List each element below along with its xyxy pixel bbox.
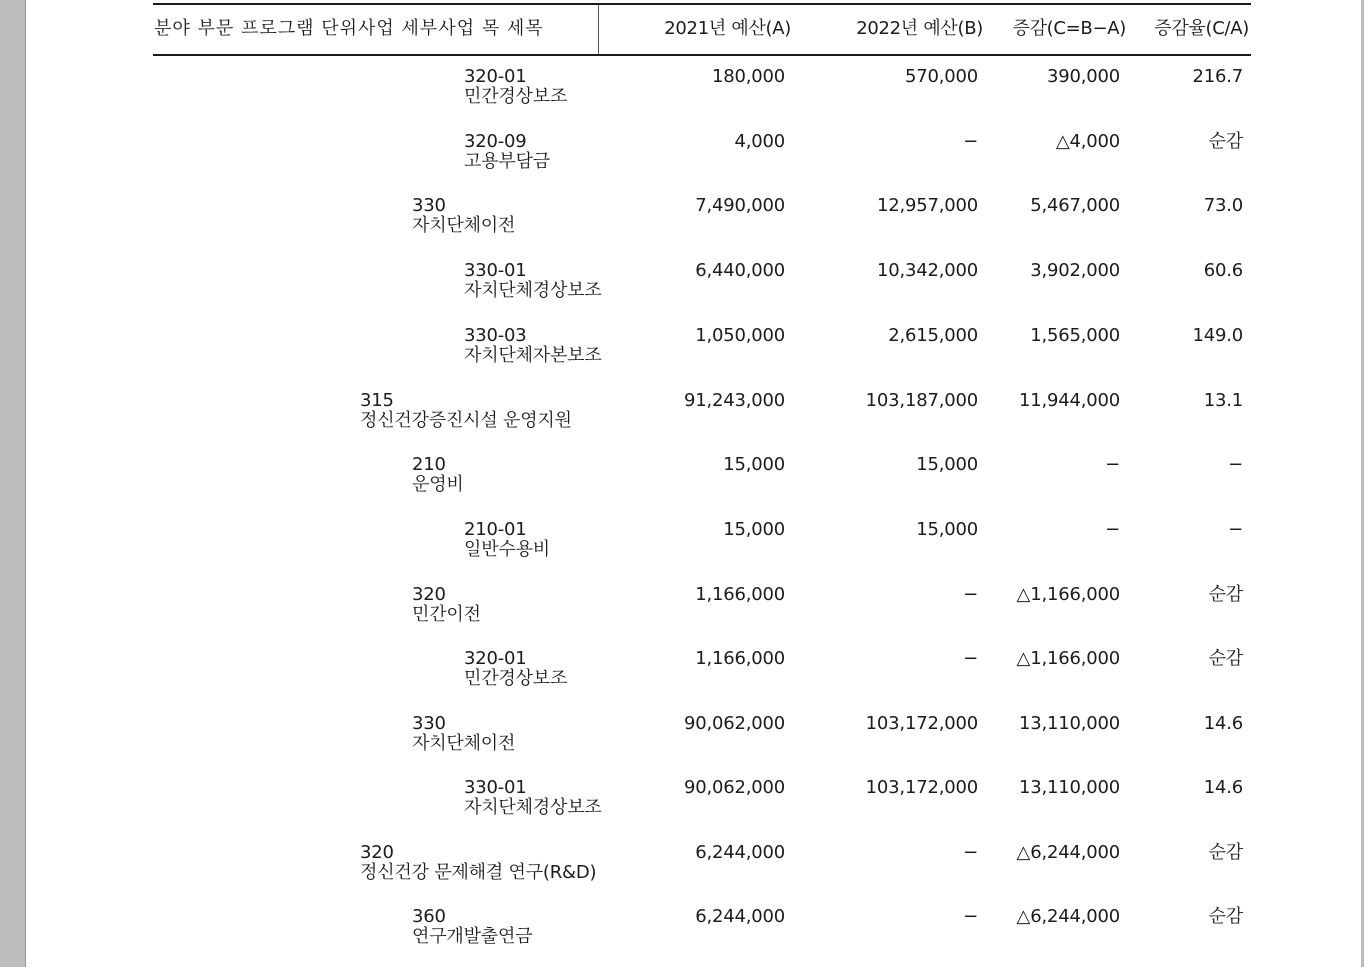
cell-change-rate: 60.6	[1203, 260, 1243, 281]
row-name: 연구개발출연금	[412, 926, 533, 947]
row-name: 고용부담금	[464, 151, 550, 172]
cell-change-rate: 순감	[1208, 842, 1243, 863]
cell-change: 11,944,000	[1018, 390, 1120, 411]
row-label	[412, 714, 515, 754]
cell-change: 3,902,000	[1030, 260, 1120, 281]
cell-budget-2022: −	[963, 131, 978, 152]
row-name: 민간경상보조	[464, 668, 568, 689]
table-row	[153, 455, 1251, 519]
row-name: 자치단체이전	[412, 733, 516, 754]
header-bottom-rule	[153, 54, 1251, 56]
cell-change-rate: −	[1228, 454, 1243, 475]
row-label	[412, 907, 532, 947]
cell-change: △1,166,000	[1016, 584, 1120, 605]
row-label	[412, 455, 464, 495]
cell-budget-2021: 1,166,000	[695, 584, 785, 605]
cell-change: 5,467,000	[1030, 195, 1120, 216]
row-name: 자치단체이전	[412, 215, 516, 236]
cell-change: 13,110,000	[1018, 713, 1120, 734]
cell-budget-2021: 91,243,000	[683, 390, 785, 411]
row-code: 320-01	[464, 648, 527, 669]
cell-budget-2022: 2,615,000	[888, 325, 978, 346]
table-row	[153, 714, 1251, 778]
cell-budget-2022: 12,957,000	[876, 195, 978, 216]
cell-budget-2022: 10,342,000	[876, 260, 978, 281]
cell-budget-2021: 1,050,000	[695, 325, 785, 346]
row-label	[464, 132, 550, 172]
header-budget-2022: 2022년 예산(B)	[856, 18, 983, 39]
row-name: 민간이전	[412, 604, 481, 625]
row-name: 정신건강증진시설 운영지원	[360, 410, 572, 431]
row-code: 330	[412, 713, 446, 734]
row-label	[360, 843, 596, 883]
row-code: 360	[412, 906, 446, 927]
table-row	[153, 907, 1251, 971]
cell-budget-2021: 4,000	[734, 131, 785, 152]
table-row	[153, 520, 1251, 584]
table-row	[153, 196, 1251, 260]
cell-budget-2022: −	[963, 584, 978, 605]
cell-change-rate: 13.1	[1203, 390, 1243, 411]
row-code: 330	[412, 195, 446, 216]
table-row	[153, 326, 1251, 390]
table-row	[153, 585, 1251, 649]
cell-budget-2021: 90,062,000	[683, 777, 785, 798]
row-code: 330-03	[464, 325, 527, 346]
cell-budget-2021: 180,000	[711, 66, 785, 87]
header-budget-2021: 2021년 예산(A)	[664, 18, 791, 39]
row-name: 운영비	[412, 474, 464, 495]
row-code: 320	[412, 584, 446, 605]
row-name: 정신건강 문제해결 연구(R&D)	[360, 862, 597, 883]
cell-change: 1,565,000	[1030, 325, 1120, 346]
cell-change: △4,000	[1055, 131, 1120, 152]
row-name: 자치단체자본보조	[464, 345, 602, 366]
row-code: 330-01	[464, 260, 527, 281]
cell-change-rate: 14.6	[1203, 777, 1243, 798]
cell-change-rate: 순감	[1208, 131, 1243, 152]
cell-budget-2022: −	[963, 842, 978, 863]
row-name: 자치단체경상보조	[464, 280, 602, 301]
row-label	[464, 326, 602, 366]
cell-change-rate: 순감	[1208, 648, 1243, 669]
header-change-rate: 증감율(C/A)	[1154, 18, 1249, 39]
row-label	[464, 67, 567, 107]
row-code: 320	[360, 842, 394, 863]
cell-budget-2022: −	[963, 906, 978, 927]
row-label	[464, 778, 602, 818]
header-structure: 분야 부문 프로그램 단위사업 세부사업 목 세목	[154, 18, 544, 39]
table-row	[153, 132, 1251, 196]
row-label	[412, 196, 515, 236]
table-row	[153, 649, 1251, 713]
row-label	[360, 391, 572, 431]
cell-change: △6,244,000	[1016, 842, 1120, 863]
cell-budget-2022: 103,172,000	[865, 713, 978, 734]
table-top-rule	[153, 3, 1251, 5]
row-name: 일반수용비	[464, 539, 550, 560]
cell-budget-2022: 570,000	[904, 66, 978, 87]
cell-budget-2021: 6,244,000	[695, 842, 785, 863]
cell-change-rate: 149.0	[1192, 325, 1243, 346]
row-code: 210	[412, 454, 446, 475]
cell-change: △6,244,000	[1016, 906, 1120, 927]
row-code: 320-09	[464, 131, 527, 152]
cell-budget-2022: 15,000	[916, 519, 978, 540]
table-row	[153, 391, 1251, 455]
viewer-left-margin	[0, 0, 26, 967]
row-label	[412, 585, 481, 625]
cell-budget-2021: 7,490,000	[695, 195, 785, 216]
header-change: 증감(C=B−A)	[1012, 18, 1126, 39]
row-code: 320-01	[464, 66, 527, 87]
cell-change: 13,110,000	[1018, 777, 1120, 798]
row-code: 210-01	[464, 519, 527, 540]
cell-budget-2021: 6,440,000	[695, 260, 785, 281]
table-row	[153, 261, 1251, 325]
cell-budget-2022: 103,172,000	[865, 777, 978, 798]
row-label	[464, 649, 567, 689]
cell-budget-2022: 103,187,000	[865, 390, 978, 411]
cell-change: −	[1105, 519, 1120, 540]
header-divider	[598, 5, 599, 54]
cell-change: −	[1105, 454, 1120, 475]
cell-change-rate: 73.0	[1203, 195, 1243, 216]
cell-change-rate: 216.7	[1192, 66, 1243, 87]
cell-change-rate: 순감	[1208, 584, 1243, 605]
cell-budget-2022: −	[963, 648, 978, 669]
row-name: 민간경상보조	[464, 86, 568, 107]
row-label	[464, 261, 602, 301]
cell-change: 390,000	[1046, 66, 1120, 87]
cell-change-rate: 순감	[1208, 906, 1243, 927]
row-label	[464, 520, 550, 560]
cell-budget-2022: 15,000	[916, 454, 978, 475]
table-row	[153, 67, 1251, 131]
cell-budget-2021: 15,000	[723, 454, 785, 475]
row-code: 330-01	[464, 777, 527, 798]
row-code: 315	[360, 390, 394, 411]
table-row	[153, 778, 1251, 842]
cell-budget-2021: 15,000	[723, 519, 785, 540]
cell-budget-2021: 6,244,000	[695, 906, 785, 927]
cell-change-rate: 14.6	[1203, 713, 1243, 734]
cell-budget-2021: 90,062,000	[683, 713, 785, 734]
budget-table	[153, 0, 1251, 967]
table-row	[153, 843, 1251, 907]
cell-budget-2021: 1,166,000	[695, 648, 785, 669]
cell-change: △1,166,000	[1016, 648, 1120, 669]
cell-change-rate: −	[1228, 519, 1243, 540]
row-name: 자치단체경상보조	[464, 797, 602, 818]
